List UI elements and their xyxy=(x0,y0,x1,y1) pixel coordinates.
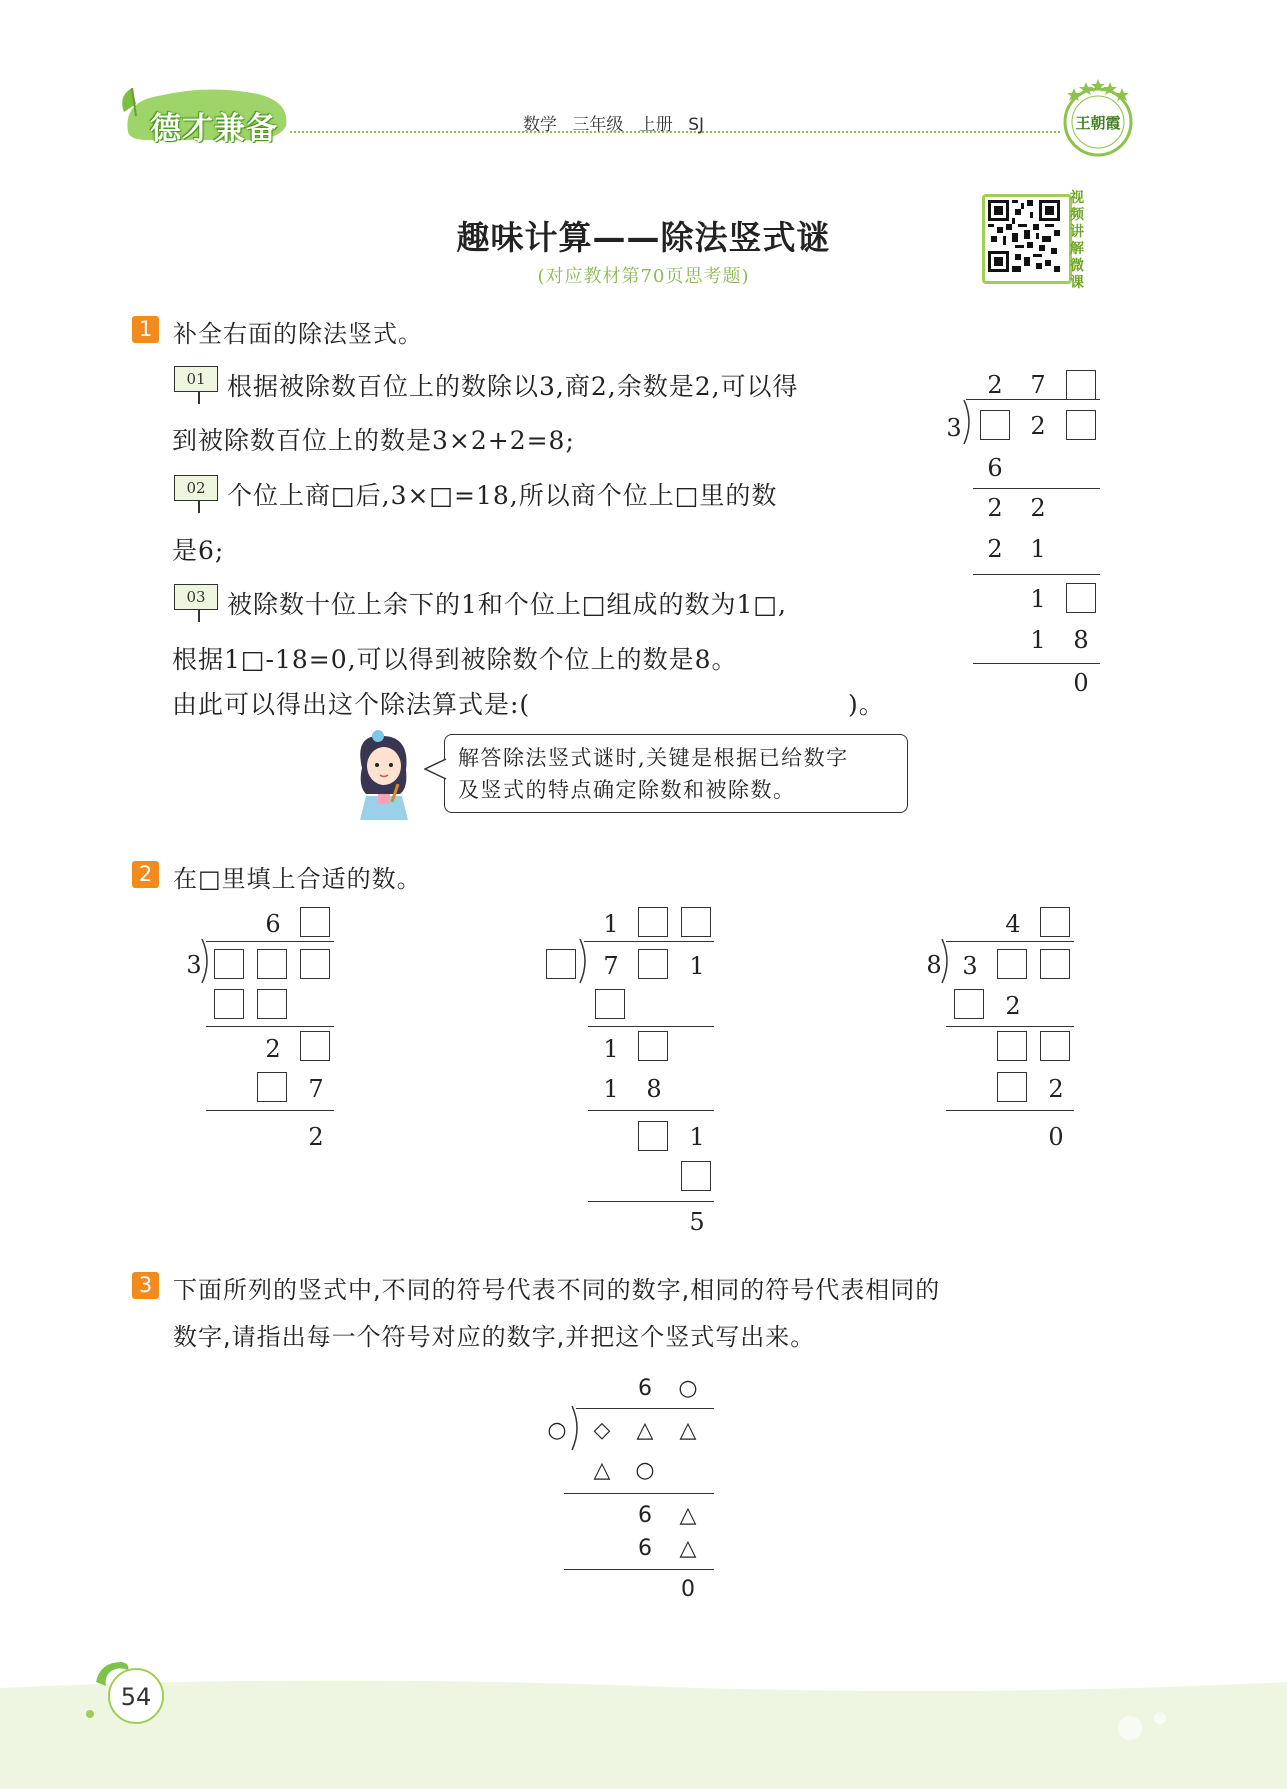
quotient-digit: 4 xyxy=(1005,910,1021,938)
subtraction-line xyxy=(973,663,1100,664)
step-tag: 02 xyxy=(174,475,218,501)
blank-box[interactable] xyxy=(1040,949,1070,979)
subtraction-line xyxy=(206,1110,334,1111)
blank-box[interactable] xyxy=(214,989,244,1019)
dividend-symbol: △ xyxy=(636,1418,654,1443)
step-digit: 8 xyxy=(1073,626,1089,654)
remainder-symbol: 0 xyxy=(681,1577,695,1602)
subtraction-line xyxy=(588,1026,714,1027)
header-meta: 数学 三年级 上册 SJ xyxy=(523,115,705,135)
blank-box[interactable] xyxy=(257,1072,287,1102)
quotient-digit: 2 xyxy=(987,371,1003,399)
step-digit: 7 xyxy=(308,1075,324,1103)
remainder: 5 xyxy=(689,1208,705,1236)
division-bar xyxy=(966,399,1100,400)
step-digit: 1 xyxy=(603,1035,619,1063)
section-number: 2 xyxy=(132,861,159,888)
dividend-symbol: ◇ xyxy=(593,1418,611,1443)
blank-box[interactable] xyxy=(257,989,287,1019)
divisor: 3 xyxy=(946,414,962,442)
subtraction-line xyxy=(564,1493,714,1494)
bubble-tail xyxy=(424,758,448,780)
blank-box[interactable] xyxy=(300,949,330,979)
division-bracket xyxy=(570,1404,586,1452)
footer-wave xyxy=(0,1678,1287,1789)
step-digit: 2 xyxy=(1048,1075,1064,1103)
step-text: 是6; xyxy=(172,536,225,565)
section-heading: 下面所列的竖式中,不同的符号代表不同的数字,相同的符号代表相同的 xyxy=(173,1276,941,1304)
division-bracket xyxy=(940,937,956,985)
quotient-symbol: ○ xyxy=(678,1376,698,1401)
quotient-digit: 6 xyxy=(265,910,281,938)
divisor-symbol: ○ xyxy=(547,1418,567,1443)
quotient-symbol: 6 xyxy=(638,1376,652,1401)
step-symbol: △ xyxy=(593,1458,611,1483)
subtraction-line xyxy=(588,1201,714,1202)
division-bracket xyxy=(962,398,978,446)
division-bracket xyxy=(578,937,594,985)
section-heading-cont: 数字,请指出每一个符号对应的数字,并把这个竖式写出来。 xyxy=(173,1323,816,1351)
remainder: 0 xyxy=(1048,1123,1064,1151)
step-symbol: 6 xyxy=(638,1536,652,1561)
step-digit: 1 xyxy=(603,1075,619,1103)
step-digit: 2 xyxy=(1005,992,1021,1020)
blank-box[interactable] xyxy=(1066,583,1096,613)
qr-code-icon[interactable] xyxy=(988,200,1060,272)
blank-box[interactable] xyxy=(638,907,668,937)
divisor: 3 xyxy=(186,951,202,979)
blank-box[interactable] xyxy=(546,949,576,979)
tag-stick xyxy=(198,610,200,622)
blank-box[interactable] xyxy=(997,1031,1027,1061)
subtraction-line xyxy=(973,574,1100,575)
blank-box[interactable] xyxy=(997,949,1027,979)
step-digit: 2 xyxy=(1030,494,1046,522)
section-number: 1 xyxy=(132,316,159,343)
blank-box[interactable] xyxy=(214,949,244,979)
subtraction-line xyxy=(564,1569,714,1570)
step-text: 到被除数百位上的数是3×2+2=8; xyxy=(172,426,575,455)
blank-box[interactable] xyxy=(300,907,330,937)
step-tag: 01 xyxy=(174,366,218,392)
answer-prompt-end: )。 xyxy=(848,690,885,719)
qr-label: 视频讲解微课 xyxy=(1070,190,1084,291)
step-digit: 8 xyxy=(646,1075,662,1103)
step-text: 根据1□-18=0,可以得到被除数个位上的数是8。 xyxy=(172,645,738,674)
subtraction-line xyxy=(946,1110,1074,1111)
page-number: 54 xyxy=(120,1683,152,1711)
girl-illustration xyxy=(348,728,418,822)
dividend-digit: 7 xyxy=(603,952,619,980)
step-symbol: △ xyxy=(679,1536,697,1561)
step-digit: 1 xyxy=(1030,585,1046,613)
step-tag: 03 xyxy=(174,584,218,610)
subtraction-line xyxy=(946,1026,1074,1027)
dividend-digit: 2 xyxy=(1030,412,1046,440)
section-heading: 补全右面的除法竖式。 xyxy=(173,320,423,348)
step-text: 被除数十位上余下的1和个位上□组成的数为1□, xyxy=(227,590,788,619)
blank-box[interactable] xyxy=(257,949,287,979)
step-digit: 6 xyxy=(987,454,1003,482)
blank-box[interactable] xyxy=(1066,410,1096,440)
tag-stick xyxy=(198,501,200,513)
step-digit: 2 xyxy=(265,1035,281,1063)
dividend-digit: 3 xyxy=(962,952,978,980)
dividend-digit: 1 xyxy=(689,952,705,980)
blank-box[interactable] xyxy=(1040,907,1070,937)
step-digit: 2 xyxy=(987,494,1003,522)
blank-box[interactable] xyxy=(300,1031,330,1061)
division-bar xyxy=(206,941,334,942)
blank-box[interactable] xyxy=(997,1072,1027,1102)
step-digit: 2 xyxy=(987,535,1003,563)
tip-text: 解答除法竖式谜时,关键是根据已给数字 及竖式的特点确定除数和被除数。 xyxy=(458,746,849,802)
division-bar xyxy=(946,941,1074,942)
remainder: 2 xyxy=(308,1123,324,1151)
step-digit: 1 xyxy=(1030,626,1046,654)
author-seal xyxy=(1058,76,1138,166)
step-digit: 1 xyxy=(689,1123,705,1151)
subtraction-line xyxy=(206,1026,334,1027)
step-symbol: 6 xyxy=(638,1503,652,1528)
division-bar xyxy=(576,1408,714,1409)
blank-box[interactable] xyxy=(681,1161,711,1191)
blank-box[interactable] xyxy=(980,410,1010,440)
blank-box[interactable] xyxy=(638,1121,668,1151)
step-symbol: ○ xyxy=(635,1458,655,1483)
blank-box[interactable] xyxy=(638,1031,668,1061)
quotient-digit: 1 xyxy=(603,910,619,938)
blank-box[interactable] xyxy=(681,907,711,937)
section-number: 3 xyxy=(132,1272,159,1299)
blank-box[interactable] xyxy=(595,989,625,1019)
subtraction-line xyxy=(973,488,1100,489)
section-heading: 在□里填上合适的数。 xyxy=(173,865,422,893)
subtraction-line xyxy=(588,1110,714,1111)
page-title: 趣味计算——除法竖式谜 xyxy=(456,218,831,257)
svg-text:王朝霞: 王朝霞 xyxy=(1075,114,1121,132)
page-subtitle: (对应教材第70页思考题) xyxy=(537,266,750,287)
blank-box[interactable] xyxy=(954,989,984,1019)
blank-box[interactable] xyxy=(1066,370,1096,400)
tag-stick xyxy=(198,392,200,404)
step-text: 个位上商□后,3×□=18,所以商个位上□里的数 xyxy=(227,481,778,510)
logo-text: 德才兼备 xyxy=(150,111,278,147)
answer-blank[interactable] xyxy=(590,688,845,716)
divisor: 8 xyxy=(926,951,942,979)
step-text: 根据被除数百位上的数除以3,商2,余数是2,可以得 xyxy=(227,372,799,401)
division-bar xyxy=(584,941,714,942)
step-symbol: △ xyxy=(679,1503,697,1528)
blank-box[interactable] xyxy=(638,949,668,979)
remainder: 0 xyxy=(1073,669,1089,697)
blank-box[interactable] xyxy=(1040,1031,1070,1061)
answer-prompt: 由此可以得出这个除法算式是:( xyxy=(172,690,531,719)
quotient-digit: 7 xyxy=(1030,371,1046,399)
dividend-symbol: △ xyxy=(679,1418,697,1443)
step-digit: 1 xyxy=(1030,535,1046,563)
